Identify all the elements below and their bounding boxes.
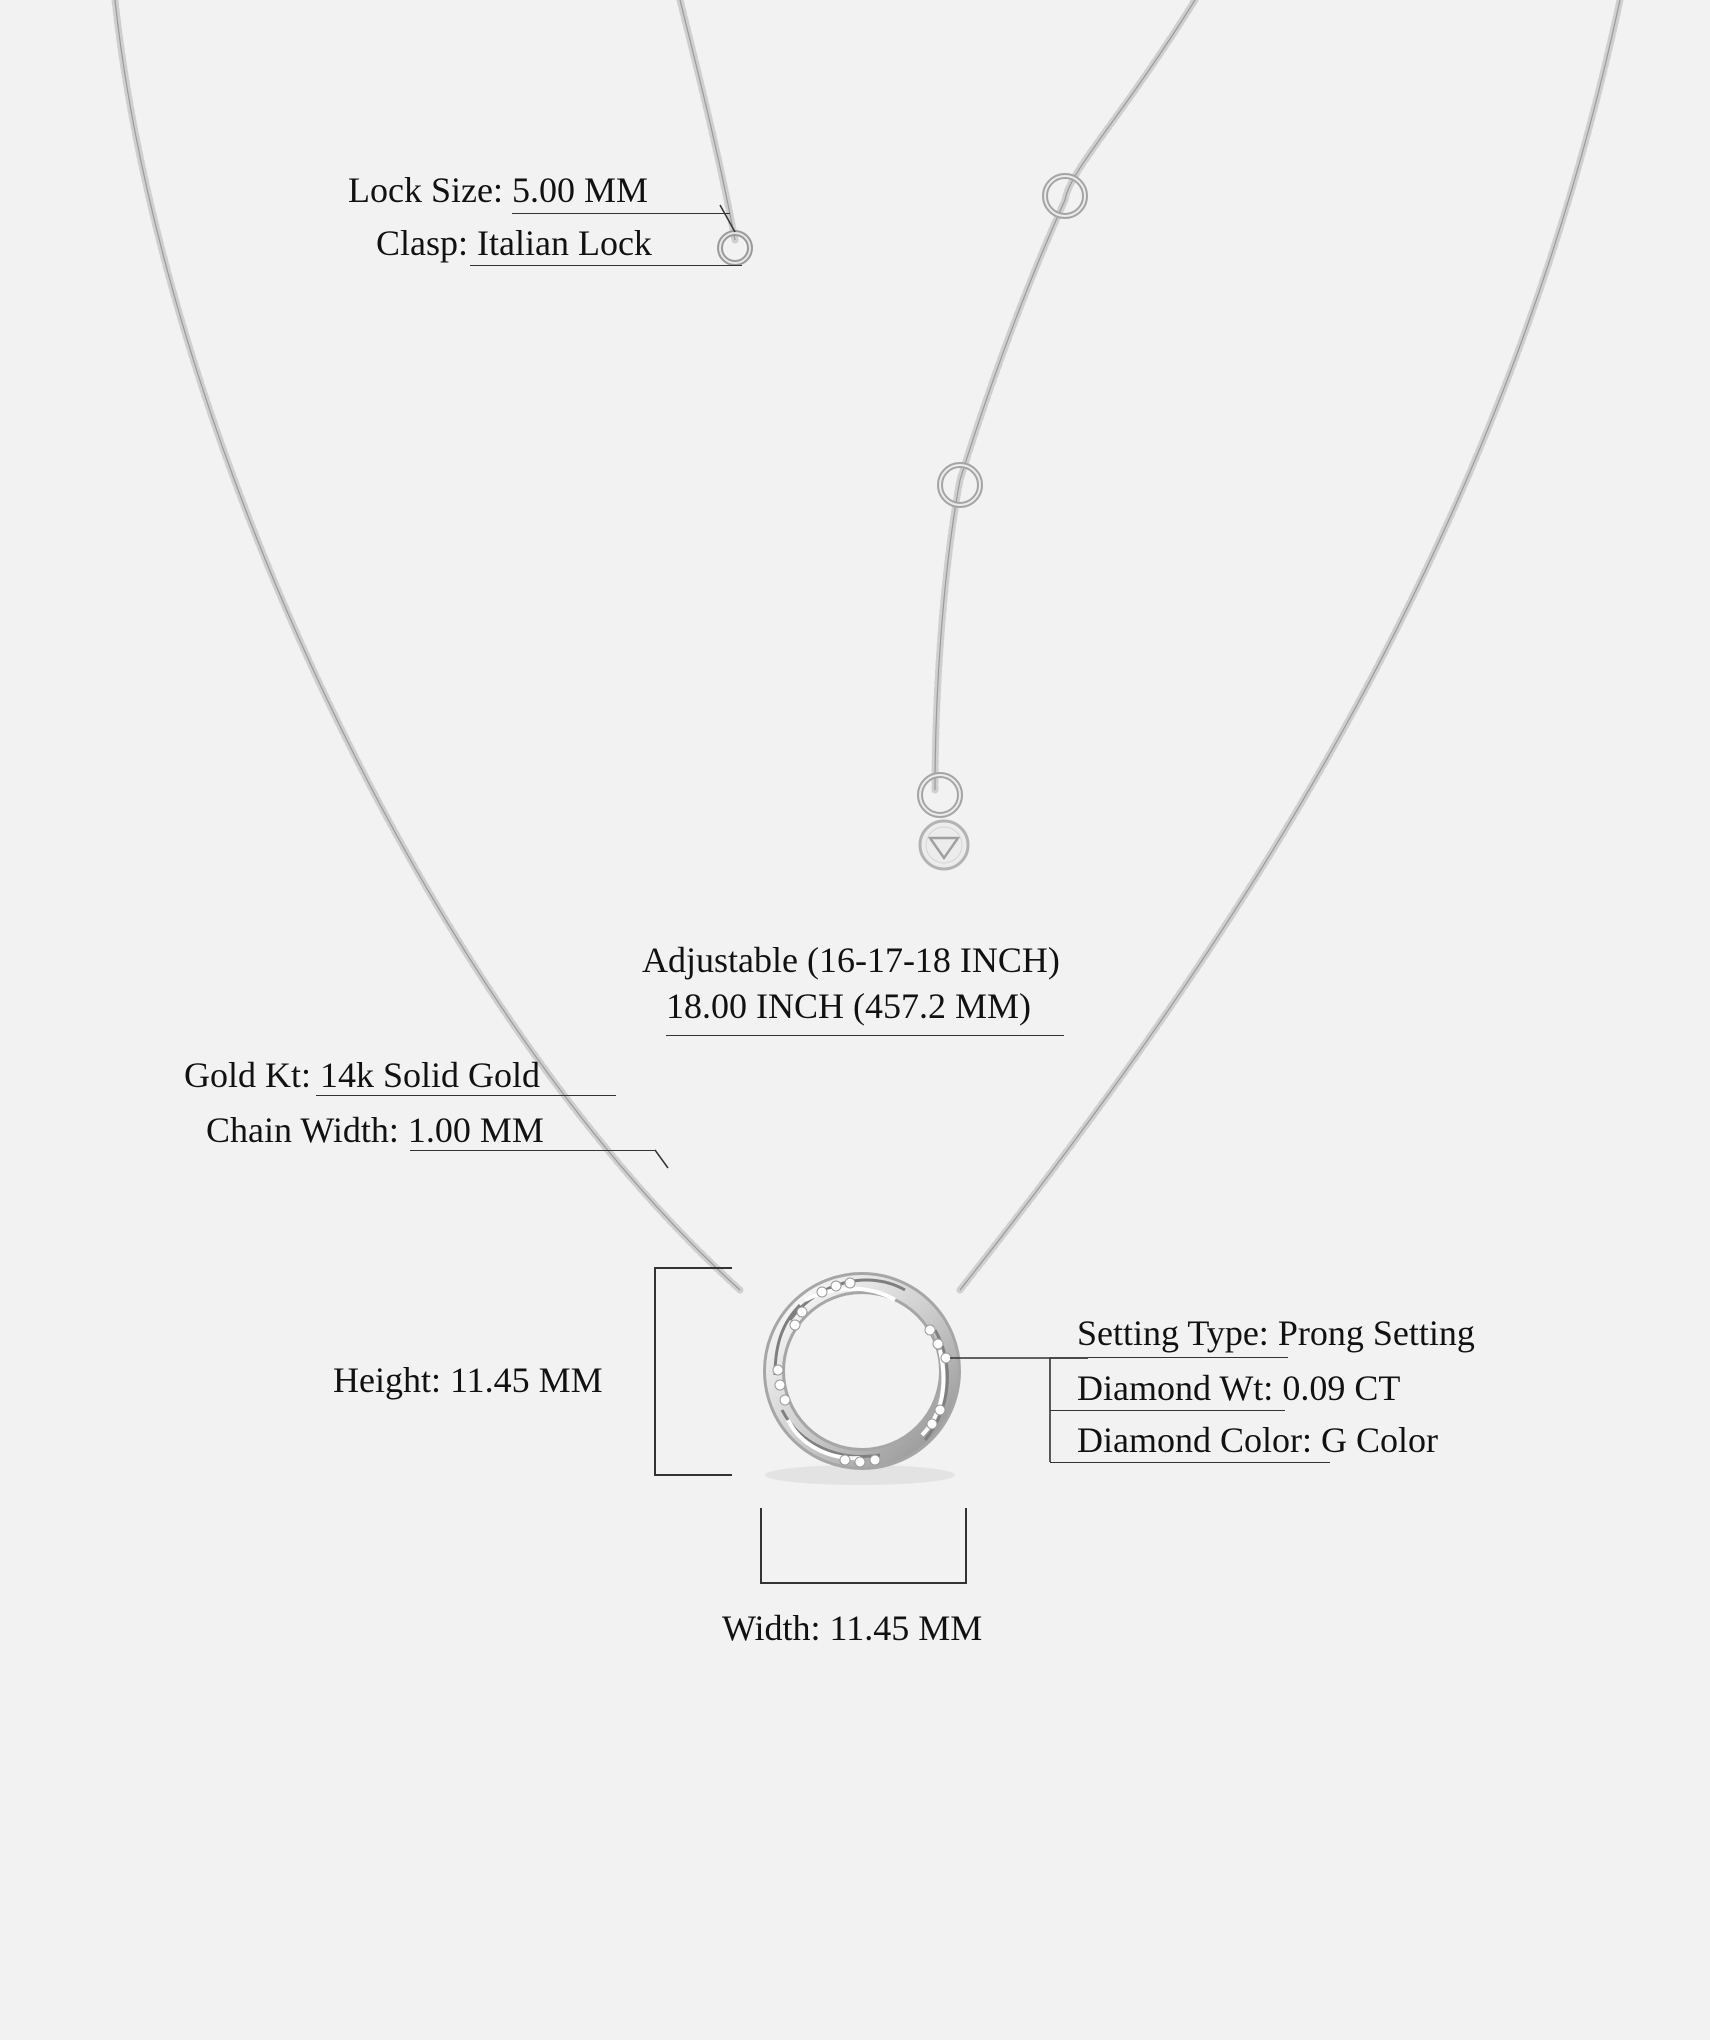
lock-size-spec: [348, 170, 648, 210]
twisted-circle-pendant-icon: [765, 1278, 955, 1485]
height-value: 11.45 MM: [449, 1360, 603, 1400]
length-underline: [666, 1035, 1064, 1036]
height-label: Height:: [333, 1360, 441, 1400]
setting-type-underline: [1088, 1357, 1288, 1358]
clasp-label: Clasp:: [376, 223, 469, 263]
gold-kt-underline: [316, 1095, 616, 1096]
diamond-wt-label: Diamond Wt:: [1077, 1368, 1274, 1408]
diamond-color-spec: [1077, 1420, 1438, 1460]
width-spec: [722, 1608, 982, 1648]
diamond-wt-value: 0.09 CT: [1282, 1368, 1401, 1408]
width-label: Width:: [722, 1608, 821, 1648]
chain-clasp-strand: [680, 0, 735, 240]
setting-type-value: Prong Setting: [1277, 1313, 1475, 1353]
extender-ring-3: [920, 775, 960, 815]
lock-size-underline: [512, 213, 730, 214]
gold-kt-value: 14k Solid Gold: [320, 1055, 541, 1095]
chain-width-spec: [206, 1110, 544, 1150]
diamond-color-value: G Color: [1320, 1420, 1438, 1460]
necklace-length-spec: 18.00 INCH (457.2 MM): [666, 986, 1031, 1026]
extender-chain: [935, 0, 1195, 790]
chain-width-leader: [655, 1150, 668, 1168]
lock-size-value: 5.00 MM: [511, 170, 648, 210]
clasp-underline: [470, 265, 742, 266]
diamond-wt-spec: [1077, 1368, 1400, 1408]
logo-tag-icon: [920, 821, 968, 869]
height-spec: [333, 1360, 603, 1400]
width-bracket: [761, 1508, 966, 1583]
clasp-value: Italian Lock: [477, 223, 652, 263]
adjustable-length-spec: Adjustable (16-17-18 INCH): [642, 940, 1060, 980]
chain-right-strand: [960, 0, 1620, 1290]
gold-kt-label: Gold Kt:: [184, 1055, 312, 1095]
clasp-spec: [376, 223, 652, 263]
height-bracket: [655, 1268, 732, 1475]
chain-width-value: 1.00 MM: [407, 1110, 544, 1150]
lock-size-label: Lock Size:: [348, 170, 503, 210]
chain-width-label: Chain Width:: [206, 1110, 399, 1150]
setting-type-spec: [1077, 1313, 1475, 1353]
chain-width-underline: [410, 1150, 656, 1151]
width-value: 11.45 MM: [829, 1608, 983, 1648]
setting-type-label: Setting Type:: [1077, 1313, 1269, 1353]
diamond-wt-underline: [1050, 1410, 1285, 1411]
diamond-color-underline: [1050, 1462, 1330, 1463]
diamond-color-label: Diamond Color:: [1077, 1420, 1312, 1460]
gold-kt-spec: [184, 1055, 540, 1095]
